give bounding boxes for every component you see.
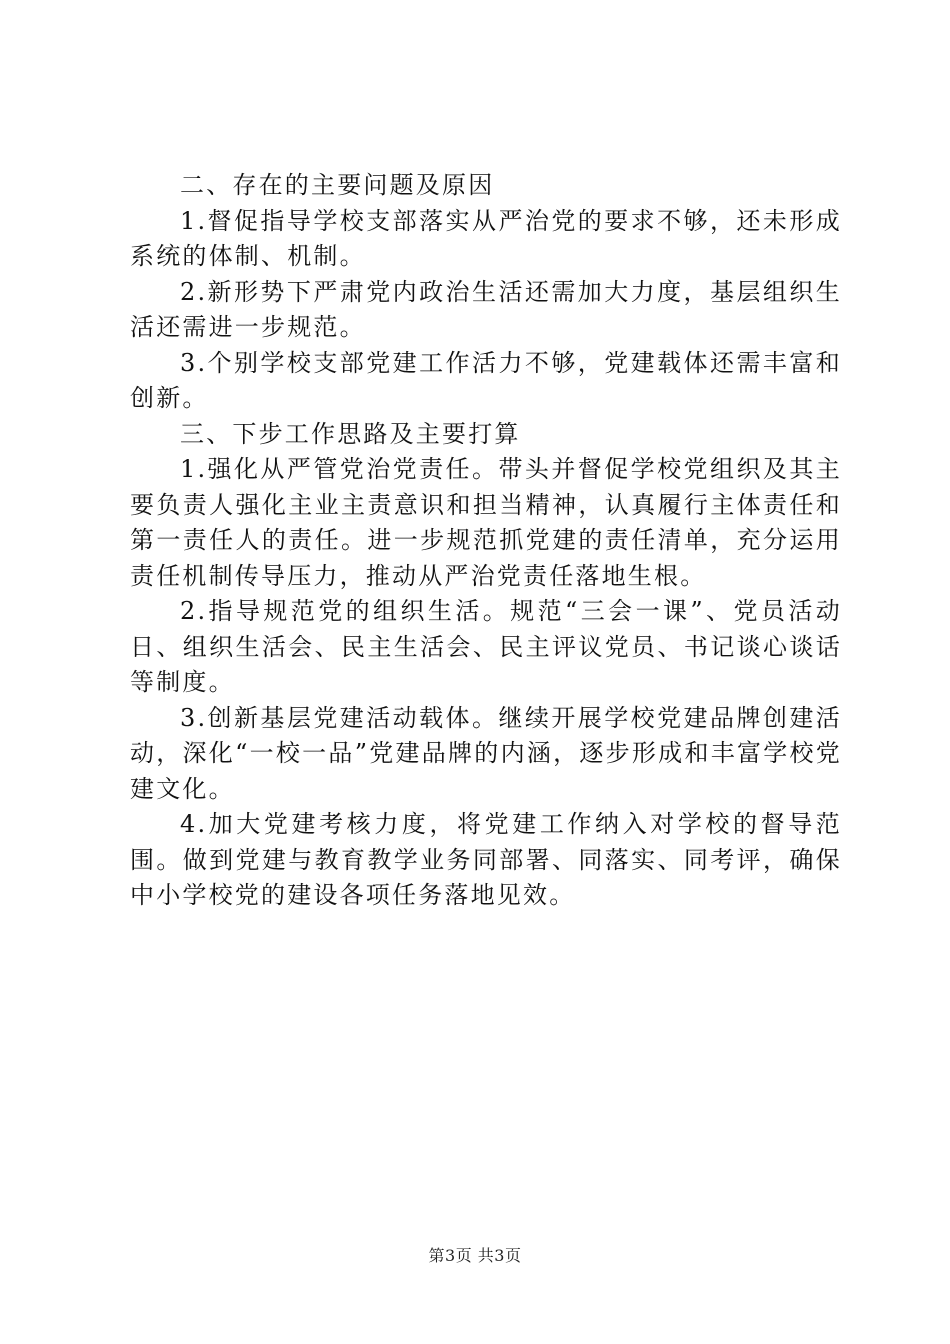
- plan-item-1: 1.强化从严管党治党责任。带头并督促学校党组织及其主要负责人强化主业主责意识和担当精神，认真履行主体责任和第一责任人的责任。进一步规范抓党建的责任清单，充分运用责任机制传导压力，推动从严治党责任落地生根。: [130, 455, 842, 590]
- page-number-footer: 第3页 共3页: [428, 1246, 522, 1265]
- section-heading-next-steps: 三、下步工作思路及主要打算: [180, 419, 521, 448]
- plan-item-3: 3.创新基层党建活动载体。继续开展学校党建品牌创建活动，深化“一校一品”党建品牌的内涵，逐步形成和丰富学校党建文化。: [130, 703, 842, 803]
- problem-item-1: 1.督促指导学校支部落实从严治党的要求不够，还未形成系统的体制、机制。: [130, 206, 842, 270]
- document-body: [130, 168, 842, 914]
- problem-item-2: 2.新形势下严肃党内政治生活还需加大力度，基层组织生活还需进一步规范。: [130, 277, 842, 341]
- section-heading-problems: 二、存在的主要问题及原因: [180, 171, 495, 199]
- problem-item-3: 3.个别学校支部党建工作活力不够，党建载体还需丰富和创新。: [130, 348, 842, 412]
- plan-item-2: 2.指导规范党的组织生活。规范“三会一课”、党员活动日、组织生活会、民主生活会、民主评议党员、书记谈心谈话等制度。: [130, 597, 842, 696]
- plan-item-4: 4.加大党建考核力度，将党建工作纳入对学校的督导范围。做到党建与教育教学业务同部署、同落实、同考评，确保中小学校党的建设各项任务落地见效。: [130, 810, 842, 909]
